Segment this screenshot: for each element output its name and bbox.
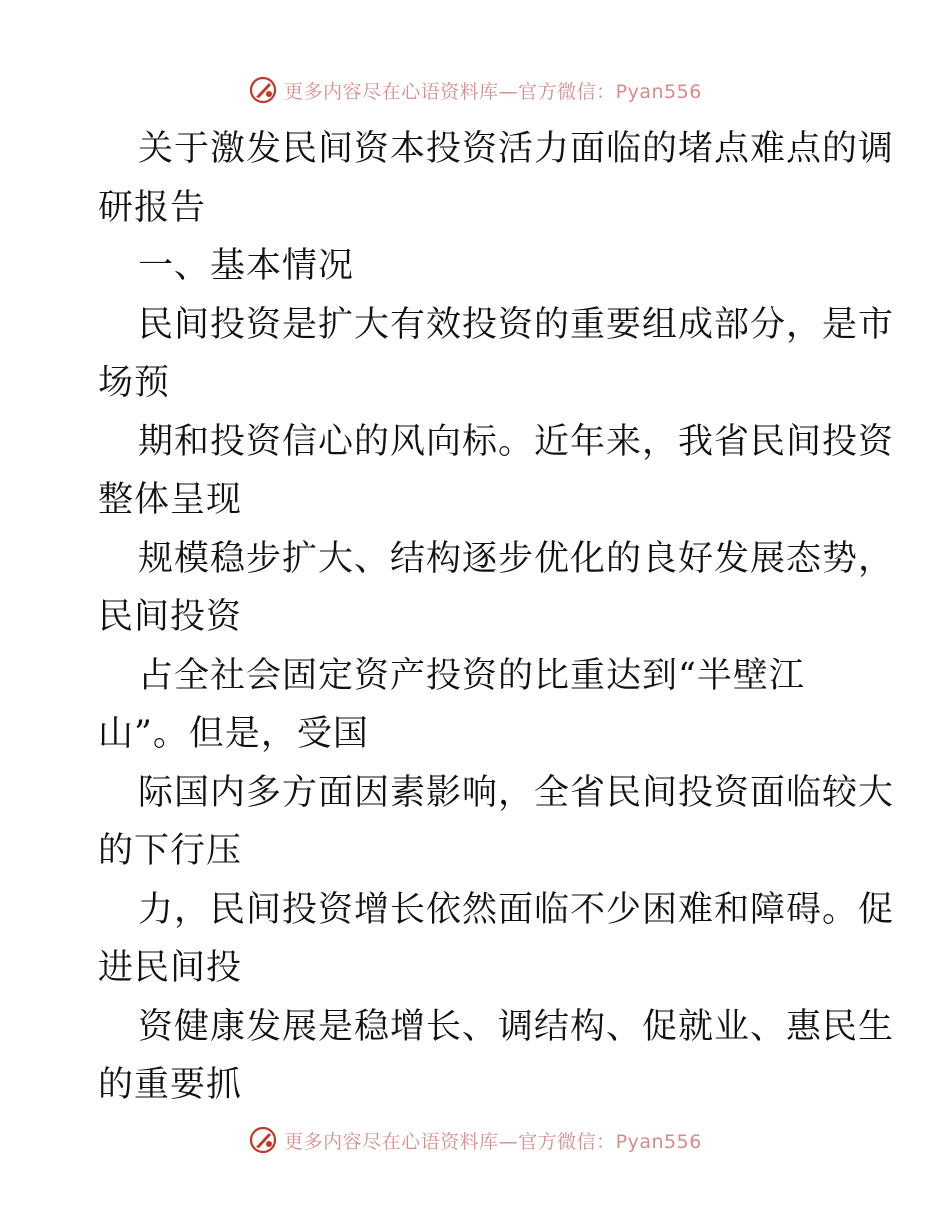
title-line-2: 研报告 [98, 187, 207, 228]
body-line: 的重要抓 [98, 1065, 243, 1105]
body-line: 的下行压 [98, 831, 243, 871]
body-line: 山”。但是，受国 [98, 714, 369, 754]
body-line: 进民间投 [98, 948, 243, 988]
section-heading: 一、基本情况 [138, 246, 355, 286]
body-line: 际国内多方面因素影响，全省民间投资面临较大 [138, 772, 895, 813]
body-line: 场预 [98, 363, 171, 403]
body-line: 整体呈现 [98, 480, 243, 520]
header-watermark [0, 72, 950, 108]
body-line: 资健康发展是稳增长、调结构、促就业、惠民生 [138, 1006, 895, 1047]
title-line-1: 关于激发民间资本投资活力面临的堵点难点的调 [138, 129, 895, 169]
body-line: 民间投资 [98, 597, 243, 637]
body-line: 期和投资信心的风向标。近年来，我省民间投资 [138, 421, 895, 462]
body-line: 规模稳步扩大、结构逐步优化的良好发展态势， [138, 538, 895, 579]
body-line: 民间投资是扩大有效投资的重要组成部分，是市 [138, 304, 895, 345]
footer-watermark [0, 1122, 950, 1158]
body-line: 力，民间投资增长依然面临不少困难和障碍。促 [138, 889, 895, 930]
header-watermark-text: 更多内容尽在心语资料库—官方微信：Pyan556 [284, 80, 702, 103]
body-line: 占全社会固定资产投资的比重达到“半壁江 [138, 655, 805, 696]
quill-logo-icon [248, 75, 278, 105]
document-body [98, 120, 895, 1115]
footer-watermark-text: 更多内容尽在心语资料库—官方微信：Pyan556 [284, 1130, 702, 1153]
quill-logo-icon [248, 1125, 278, 1155]
